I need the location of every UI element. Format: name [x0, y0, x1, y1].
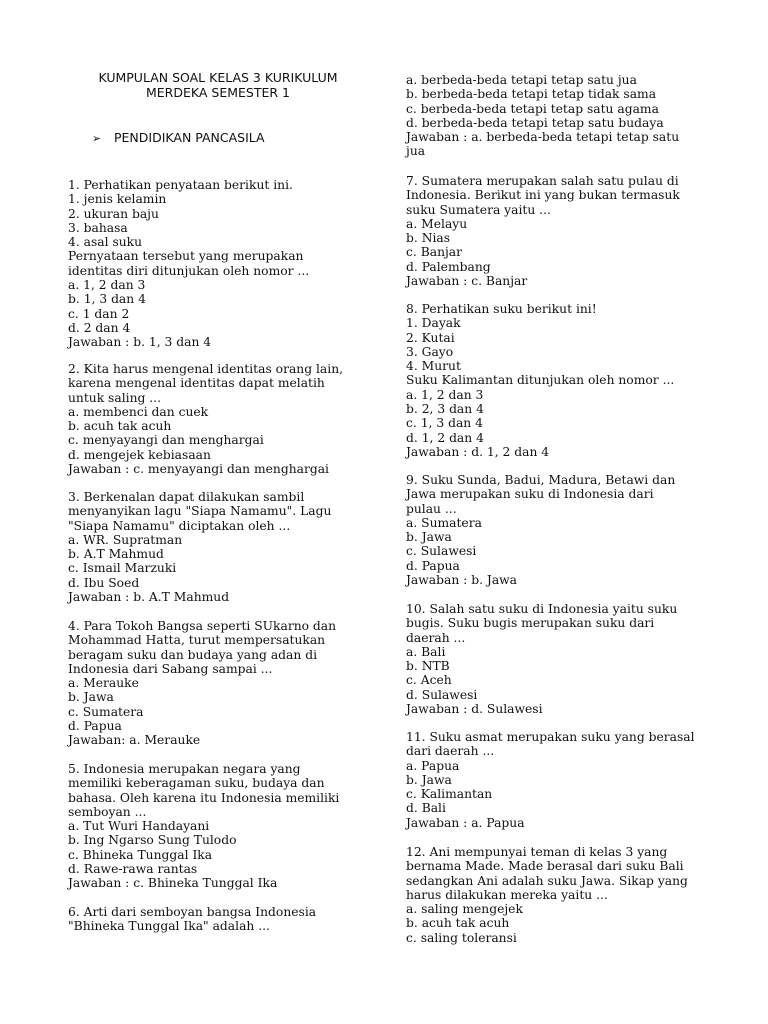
title-line-2: MERDEKA SEMESTER 1 — [146, 85, 290, 100]
text-line: d. berbeda-beda tetapi tetap satu budaya — [406, 115, 664, 130]
question-block-1 — [68, 178, 309, 350]
text-line: Suku Kalimantan ditunjukan oleh nomor ... — [406, 373, 675, 388]
text-line: Jawaban : c. menyayangi dan menghargai — [68, 462, 329, 477]
text-line: 1. jenis kelamin — [68, 192, 167, 207]
text-line: a. Bali — [406, 644, 446, 659]
text-line: 2. ukuran baju — [68, 206, 159, 221]
text-line: Jawaban : c. Banjar — [406, 274, 528, 289]
text-line: semboyan ... — [68, 804, 147, 819]
question-block-8 — [406, 302, 674, 459]
text-line: b. Ing Ngarso Sung Tulodo — [68, 833, 237, 848]
text-line: b. 2, 3 dan 4 — [406, 402, 484, 417]
text-line: b. acuh tak acuh — [406, 916, 510, 931]
text-line: b. A.T Mahmud — [68, 547, 164, 562]
text-line: Indonesia dari Sabang sampai ... — [68, 661, 273, 676]
text-line: 12. Ani mempunyai teman di kelas 3 yang — [406, 845, 668, 859]
text-line: c. Kalimantan — [406, 787, 493, 802]
text-line: c. Aceh — [406, 673, 452, 688]
section-label: PENDIDIKAN PANCASILA — [114, 130, 265, 145]
text-line: dari daerah ... — [406, 744, 495, 759]
text-line: c. 1 dan 2 — [68, 306, 130, 321]
text-line: b. Jawa — [68, 690, 114, 705]
text-line: 11. Suku asmat merupakan suku yang berasal — [406, 730, 695, 744]
text-line: c. Sumatera — [68, 704, 144, 719]
question-block-7 — [406, 174, 680, 288]
text-line: 4. asal suku — [68, 235, 143, 250]
text-line: 4. Para Tokoh Bangsa seperti SUkarno dan — [68, 619, 337, 633]
text-line: a. membenci dan cuek — [68, 404, 209, 419]
question-block-3 — [68, 490, 331, 604]
text-line: c. saling toleransi — [406, 930, 517, 945]
text-line: daerah ... — [406, 630, 466, 645]
question-block-6 — [68, 905, 316, 934]
text-line: c. Bhineka Tunggal Ika — [68, 847, 213, 862]
text-line: d. 1, 2 dan 4 — [406, 430, 484, 445]
text-line: Jawaban : d. 1, 2 dan 4 — [406, 444, 550, 459]
text-line: 4. Murut — [406, 359, 461, 374]
title-line-1: KUMPULAN SOAL KELAS 3 KURIKULUM — [98, 70, 338, 85]
text-line: "Bhineka Tunggal Ika" adalah ... — [68, 919, 270, 934]
arrow-bullet-icon: ➢ — [92, 132, 102, 145]
text-line: menyanyikan lagu "Siapa Namamu". Lagu — [68, 504, 332, 519]
text-line: b. NTB — [406, 659, 450, 674]
text-line: 6. Arti dari semboyan bangsa Indonesia — [68, 905, 317, 919]
text-line: Jawaban : d. Sulawesi — [406, 702, 543, 717]
text-line: d. Ibu Soed — [68, 575, 140, 590]
text-line: Jawa merupakan suku di Indonesia dari — [406, 487, 654, 502]
text-line: Jawaban : b. A.T Mahmud — [68, 590, 230, 605]
text-line: 10. Salah satu suku di Indonesia yaitu suku — [406, 602, 678, 616]
text-line: b. Nias — [406, 231, 451, 246]
page-title — [68, 70, 368, 100]
question-block-5 — [68, 762, 339, 891]
text-line: b. Jawa — [406, 772, 452, 787]
text-line: d. Sulawesi — [406, 687, 478, 702]
text-line: 3. bahasa — [68, 220, 128, 235]
text-line: sedangkan Ani adalah suku Jawa. Sikap yang — [406, 873, 688, 888]
text-line: 9. Suku Sunda, Badui, Madura, Betawi dan — [406, 473, 676, 487]
text-line: c. menyayangi dan menghargai — [68, 433, 264, 448]
text-line: a. 1, 2 dan 3 — [406, 387, 484, 402]
text-line: c. Ismail Marzuki — [68, 561, 177, 576]
text-line: Jawaban : a. Papua — [406, 815, 525, 830]
text-line: bugis. Suku bugis merupakan suku dari — [406, 616, 655, 631]
text-line: d. mengejek kebiasaan — [68, 447, 211, 462]
text-line: 3. Gayo — [406, 344, 454, 359]
text-line: 8. Perhatikan suku berikut ini! — [406, 302, 597, 316]
text-line: b. berbeda-beda tetapi tetap tidak sama — [406, 87, 657, 102]
text-line: b. acuh tak acuh — [68, 419, 172, 434]
text-line: bernama Made. Made berasal dari suku Bali — [406, 859, 684, 874]
text-line: 7. Sumatera merupakan salah satu pulau di — [406, 174, 679, 188]
text-line: a. berbeda-beda tetapi tetap satu jua — [406, 73, 637, 87]
text-line: identitas diri ditunjukan oleh nomor ... — [68, 263, 310, 278]
text-line: a. Melayu — [406, 216, 468, 231]
text-line: a. Sumatera — [406, 515, 482, 530]
text-line: d. Palembang — [406, 259, 491, 274]
question-block-4 — [68, 619, 336, 748]
text-line: karena mengenal identitas dapat melatih — [68, 376, 325, 391]
text-line: "Siapa Namamu" diciptakan oleh ... — [68, 518, 291, 533]
text-line: Jawaban : b. 1, 3 dan 4 — [68, 335, 212, 350]
text-line: 3. Berkenalan dapat dilakukan sambil — [68, 490, 305, 504]
text-line: Mohammad Hatta, turut mempersatukan — [68, 633, 326, 648]
question-block-12 — [406, 845, 688, 945]
text-line: Indonesia. Berikut ini yang bukan termasuk — [406, 188, 680, 203]
text-line: c. Banjar — [406, 245, 463, 260]
text-line: b. 1, 3 dan 4 — [68, 292, 146, 307]
text-line: d. Papua — [406, 558, 460, 573]
text-line: beragam suku dan budaya yang adan di — [68, 647, 317, 662]
text-line: Jawaban: a. Merauke — [68, 733, 201, 748]
text-line: d. Bali — [406, 801, 446, 816]
text-line: Pernyataan tersebut yang merupakan — [68, 249, 304, 264]
section-heading — [92, 130, 265, 146]
text-line: Jawaban : a. berbeda-beda tetapi tetap satu — [406, 130, 680, 145]
text-line: 2. Kita harus mengenal identitas orang lain, — [68, 362, 344, 376]
text-line: c. 1, 3 dan 4 — [406, 416, 483, 431]
question-block-10 — [406, 602, 677, 716]
text-line: a. saling mengejek — [406, 902, 523, 917]
question-block-11 — [406, 730, 695, 830]
text-line: 5. Indonesia merupakan negara yang — [68, 762, 301, 776]
text-line: memiliki keberagaman suku, budaya dan — [68, 776, 325, 791]
answer-block-6 — [406, 73, 679, 159]
text-line: a. Papua — [406, 758, 460, 773]
text-line: d. Rawe-rawa rantas — [68, 862, 198, 877]
text-line: suku Sumatera yaitu ... — [406, 202, 551, 217]
text-line: a. Merauke — [68, 676, 139, 691]
text-line: 1. Dayak — [406, 316, 461, 331]
text-line: jua — [406, 144, 426, 159]
text-line: 2. Kutai — [406, 330, 455, 345]
text-line: a. 1, 2 dan 3 — [68, 278, 146, 293]
question-block-9 — [406, 473, 675, 587]
text-line: harus dilakukan mereka yaitu ... — [406, 887, 608, 902]
text-line: bahasa. Oleh karena itu Indonesia memiliki — [68, 790, 340, 805]
text-line: pulau ... — [406, 501, 457, 516]
text-line: a. Tut Wuri Handayani — [68, 819, 210, 834]
text-line: a. WR. Supratman — [68, 532, 183, 547]
text-line: b. Jawa — [406, 530, 452, 545]
text-line: c. berbeda-beda tetapi tetap satu agama — [406, 101, 659, 116]
text-line: 1. Perhatikan penyataan berikut ini. — [68, 178, 293, 192]
text-line: untuk saling ... — [68, 390, 161, 405]
text-line: Jawaban : c. Bhineka Tunggal Ika — [68, 876, 278, 891]
text-line: c. Sulawesi — [406, 544, 477, 559]
text-line: d. 2 dan 4 — [68, 320, 131, 335]
text-line: Jawaban : b. Jawa — [406, 573, 518, 588]
question-block-2 — [68, 362, 343, 476]
text-line: d. Papua — [68, 719, 122, 734]
